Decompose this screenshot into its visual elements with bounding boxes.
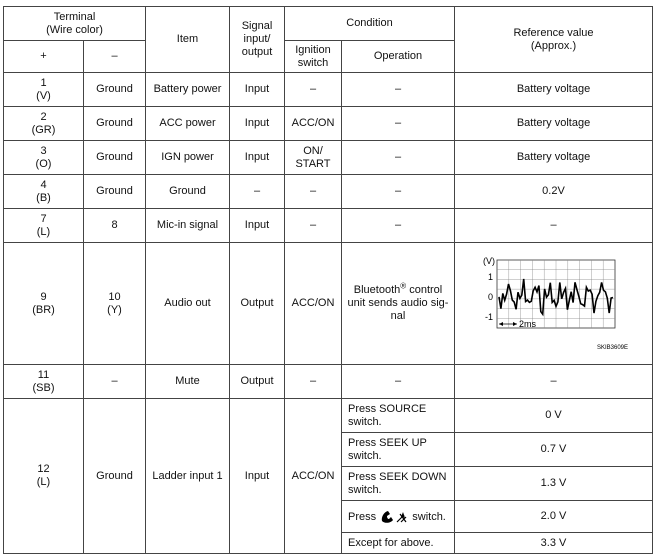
cell-signal: Input — [230, 73, 285, 107]
header-condition: Condition — [285, 7, 455, 41]
cell-operation: – — [342, 73, 455, 107]
cell-ignition: ACC/ON — [285, 399, 342, 554]
time-scale-label: 2ms — [518, 318, 536, 329]
cell-reference: 0 V — [455, 399, 653, 433]
scope-unit-label: (V) — [482, 255, 495, 266]
figure-code: SKIB3609E — [596, 344, 628, 351]
cell-plus: 4 (B) — [4, 175, 84, 209]
table-row — [4, 365, 653, 399]
cell-reference: 1.3 V — [455, 467, 653, 501]
scope-tick-1: 1 — [487, 271, 493, 282]
cell-signal: Input — [230, 141, 285, 175]
scope-tick-0: 0 — [487, 291, 493, 302]
cell-item: Ground — [146, 175, 230, 209]
cell-plus: 12 (L) — [4, 399, 84, 554]
header-signal: Signal input/ output — [230, 7, 285, 73]
waveform-svg — [479, 255, 629, 353]
cell-operation: – — [342, 209, 455, 243]
cell-minus: Ground — [84, 175, 146, 209]
header-plus: + — [4, 41, 84, 73]
cell-reference: Battery voltage — [455, 107, 653, 141]
cell-signal: Output — [230, 243, 285, 365]
table-row — [4, 175, 653, 209]
oscilloscope-waveform — [479, 255, 629, 353]
cell-signal: Input — [230, 107, 285, 141]
cell-minus: Ground — [84, 107, 146, 141]
cell-ignition: – — [285, 365, 342, 399]
cell-ignition: ON/ START — [285, 141, 342, 175]
cell-reference: 0.7 V — [455, 433, 653, 467]
cell-ignition: – — [285, 209, 342, 243]
cell-plus: 9 (BR) — [4, 243, 84, 365]
cell-operation: – — [342, 365, 455, 399]
cell-operation: – — [342, 141, 455, 175]
arrow-left-icon — [499, 322, 503, 326]
cell-item: Mic-in signal — [146, 209, 230, 243]
cell-reference: Battery voltage — [455, 73, 653, 107]
cell-signal: Output — [230, 365, 285, 399]
header-minus: – — [84, 41, 146, 73]
cell-operation: Press SEEK UP switch. — [342, 433, 455, 467]
cell-reference: 2.0 V — [455, 501, 653, 533]
cell-reference: 0.2V — [455, 175, 653, 209]
cell-operation: – — [342, 107, 455, 141]
cell-signal: Input — [230, 209, 285, 243]
cell-plus: 11 (SB) — [4, 365, 84, 399]
cell-operation — [342, 501, 455, 533]
cell-operation: – — [342, 175, 455, 209]
operation-text-switch: switch. — [412, 510, 446, 523]
cell-item: Battery power — [146, 73, 230, 107]
cell-reference: 3.3 V — [455, 533, 653, 554]
table-row — [4, 141, 653, 175]
registered-mark: ® — [400, 281, 407, 291]
table-row — [4, 399, 653, 433]
cell-minus: – — [84, 365, 146, 399]
table-row — [4, 243, 653, 365]
cell-signal: – — [230, 175, 285, 209]
cell-plus: 7 (L) — [4, 209, 84, 243]
table-row — [4, 107, 653, 141]
cell-signal: Input — [230, 399, 285, 554]
cell-minus: 8 — [84, 209, 146, 243]
cell-item: Mute — [146, 365, 230, 399]
terminal-table-wrapper — [3, 6, 653, 554]
scope-tick-minus-1: -1 — [484, 311, 493, 322]
cell-operation — [342, 243, 455, 365]
cell-ignition: ACC/ON — [285, 107, 342, 141]
cell-ignition: – — [285, 73, 342, 107]
cell-minus: Ground — [84, 141, 146, 175]
cell-ignition: ACC/ON — [285, 243, 342, 365]
header-ignition: Ignition switch — [285, 41, 342, 73]
cell-reference-waveform — [455, 243, 653, 365]
cell-operation: Except for above. — [342, 533, 455, 554]
cell-minus: Ground — [84, 73, 146, 107]
cell-operation: Press SEEK DOWN switch. — [342, 467, 455, 501]
header-terminal: Terminal (Wire color) — [4, 7, 146, 41]
cell-item: Ladder input 1 — [146, 399, 230, 554]
phone-handset-icon — [379, 509, 409, 525]
cell-ignition: – — [285, 175, 342, 209]
scope-grid — [497, 260, 615, 328]
cell-reference: – — [455, 365, 653, 399]
cell-item: IGN power — [146, 141, 230, 175]
cell-reference: – — [455, 209, 653, 243]
header-item: Item — [146, 7, 230, 73]
cell-plus: 3 (O) — [4, 141, 84, 175]
table-row — [4, 209, 653, 243]
cell-minus: Ground — [84, 399, 146, 554]
cell-operation: Press SOURCE switch. — [342, 399, 455, 433]
header-reference: Reference value (Approx.) — [455, 7, 653, 73]
operation-text-press: Press — [348, 510, 377, 523]
operation-text-bluetooth: Bluetooth — [353, 284, 401, 296]
cell-item: ACC power — [146, 107, 230, 141]
cell-plus: 1 (V) — [4, 73, 84, 107]
cell-item: Audio out — [146, 243, 230, 365]
cell-plus: 2 (GR) — [4, 107, 84, 141]
table-row — [4, 73, 653, 107]
operation-text-rest: control unit sends audio sig- nal — [347, 284, 449, 322]
header-operation: Operation — [342, 41, 455, 73]
cell-reference: Battery voltage — [455, 141, 653, 175]
arrow-right-icon — [513, 322, 517, 326]
terminal-reference-table — [3, 6, 653, 554]
cell-minus: 10 (Y) — [84, 243, 146, 365]
